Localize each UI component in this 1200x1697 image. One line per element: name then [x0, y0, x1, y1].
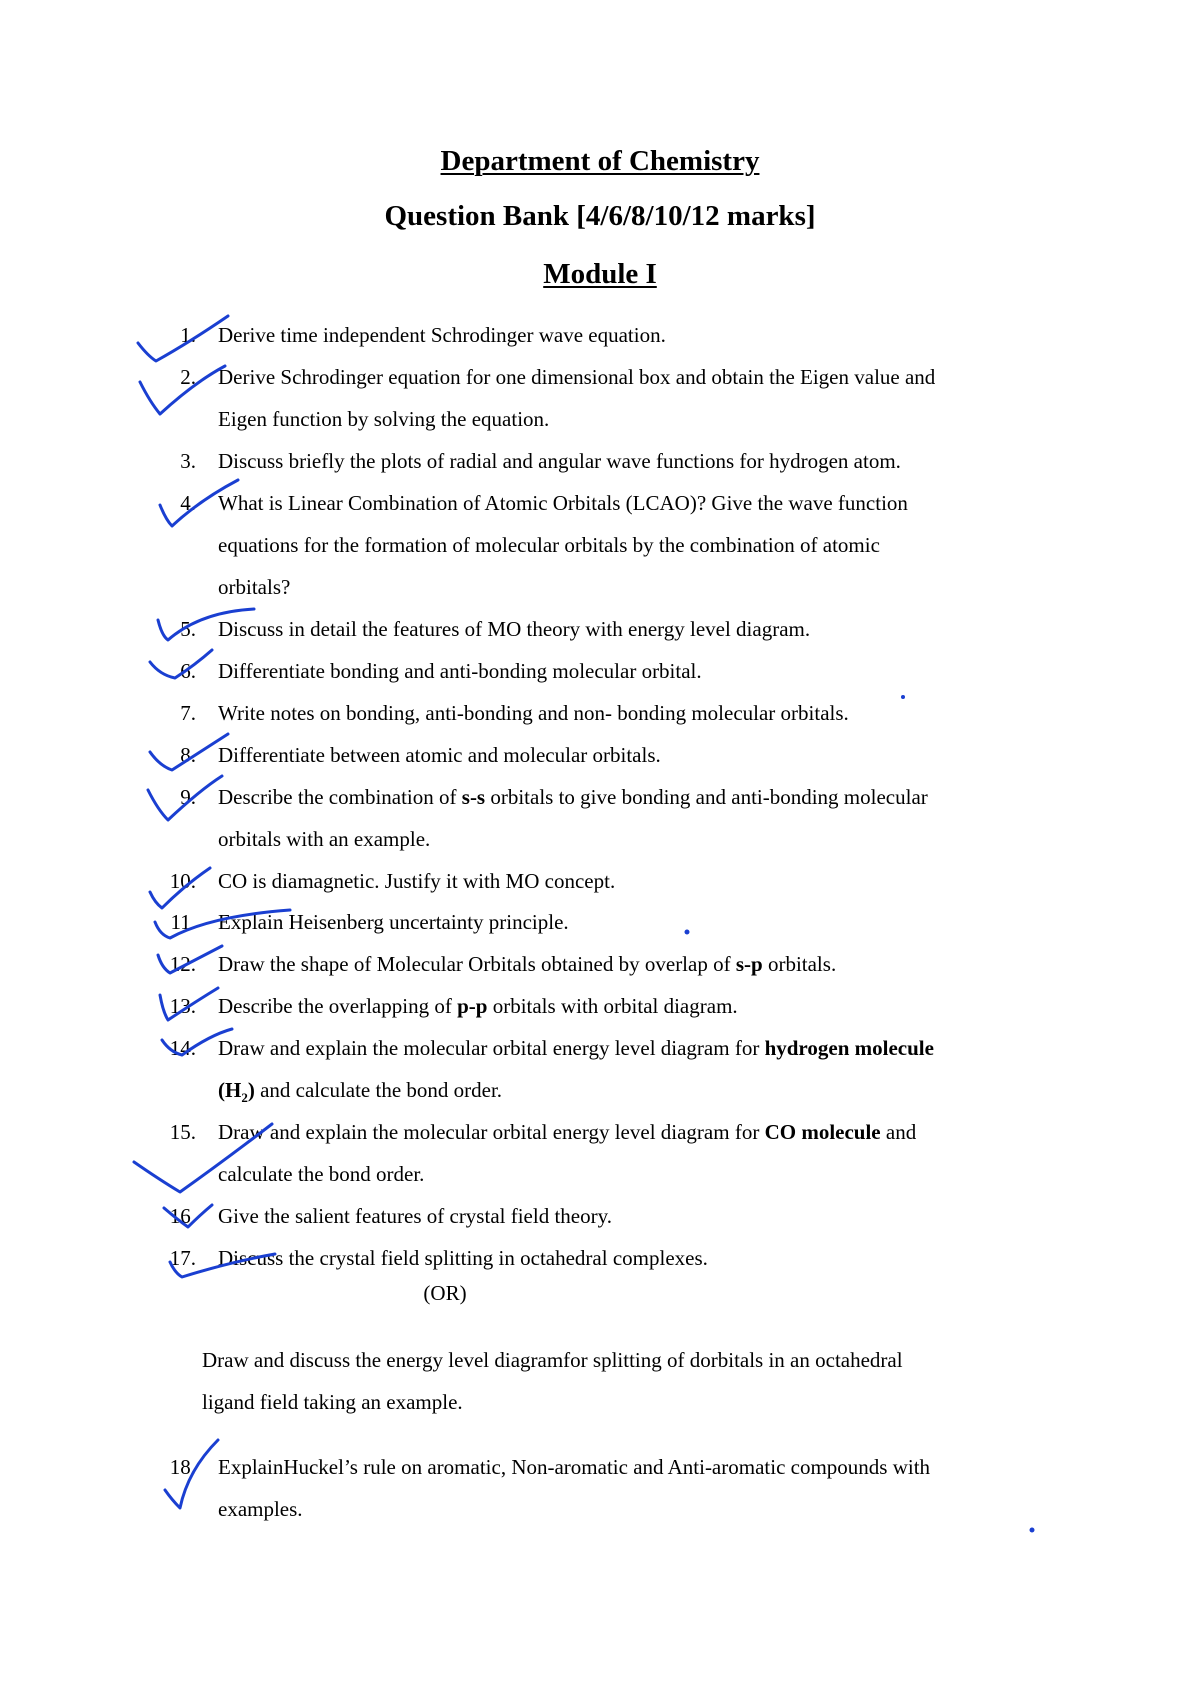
alternative-question: Draw and discuss the energy level diagramfor splitting of dorbitals in an octahedral ligand field taking an example. — [202, 1348, 903, 1414]
module-title: Module I — [543, 258, 657, 290]
ink-dot — [1030, 1528, 1035, 1533]
or-separator: (OR) — [423, 1281, 467, 1305]
ink-dot — [901, 695, 905, 699]
ink-dot — [685, 930, 690, 935]
question-bank-title: Question Bank [4/6/8/10/12 marks] — [384, 200, 816, 232]
department-title: Department of Chemistry — [440, 145, 760, 177]
